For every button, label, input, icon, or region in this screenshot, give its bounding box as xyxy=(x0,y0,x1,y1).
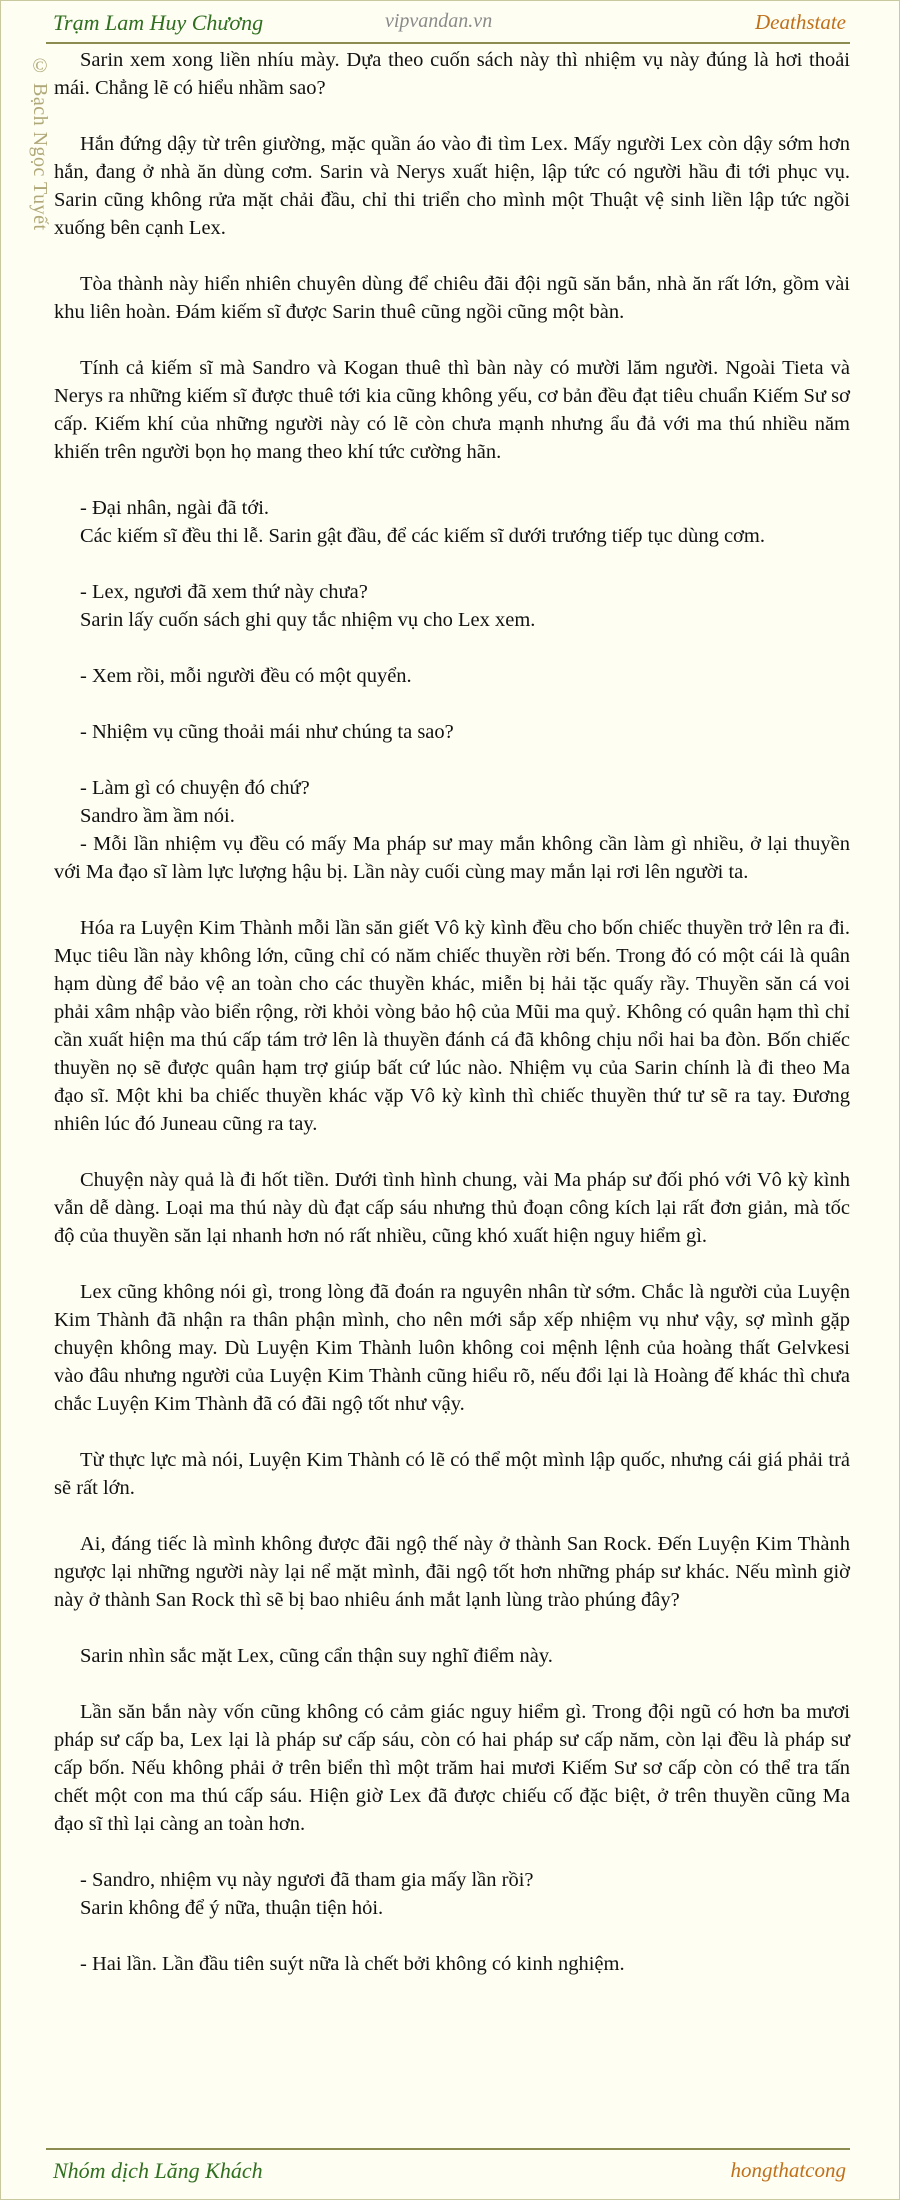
paragraph: Hóa ra Luyện Kim Thành mỗi lần săn giết Vô kỳ kình đều cho bốn chiếc thuyền trở lên ra đi. Mục tiêu lần này không lớn, cũng chỉ có năm chiếc thuyền rời bến. Trong đó có một cái là quân hạm dùng để bảo vệ an toàn cho các thuyền khác, miễn bị hải tặc quấy rầy. Thuyền săn cá voi phải xâm nhập vào biển rộng, rời khỏi vòng bảo hộ của Mũi ma quỷ. Không có quân hạm thì chỉ cần xuất hiện ma thú cấp tám trở lên là thuyền đánh cá đã không chịu nổi hai ba đòn. Bốn chiếc thuyền nọ sẽ được quân hạm trợ giúp bất cứ lúc nào. Nhiệm vụ của Sarin chính là đi theo Ma đạo sĩ. Một khi ba chiếc thuyền khác vặp Vô kỳ kình thì chiếc thuyền thứ tư sẽ ra tay. Đương nhiên lúc đó Juneau cũng ra tay. xyxy=(54,917,850,1135)
paragraph: Tòa thành này hiển nhiên chuyên dùng để chiêu đãi đội ngũ săn bắn, nhà ăn rất lớn, gồm vài khu liên hoàn. Đám kiếm sĩ được Sarin thuê cũng ngồi cũng một bàn. xyxy=(54,273,850,323)
paragraph: Ai, đáng tiếc là mình không được đãi ngộ thế này ở thành San Rock. Đến Luyện Kim Thành ngược lại những người này lại nể mặt mình, đãi ngộ tốt hơn những pháp sư khác. Nếu mình giờ này ở thành San Rock thì sẽ bị bao nhiêu ánh mắt lạnh lùng trào phúng đây? xyxy=(54,1533,850,1611)
dialogue-line: - Lex, ngươi đã xem thứ này chưa? xyxy=(80,581,368,603)
header-site-name: Trạm Lam Huy Chương xyxy=(53,10,264,35)
paragraph: Sarin nhìn sắc mặt Lex, cũng cẩn thận suy nghĩ điểm này. xyxy=(80,1645,553,1667)
paragraph: Lần săn bắn này vốn cũng không có cảm giác nguy hiểm gì. Trong đội ngũ có hơn ba mươi pháp sư cấp ba, Lex lại là pháp sư cấp sáu, còn có hai pháp sư cấp năm, còn lại đều là pháp sư cấp bốn. Nếu không phải ở trên biển thì một trăm hai mươi Kiếm Sư sơ cấp còn có thể tra tấn chết một con ma thú cấp sáu. Hiện giờ Lex đã được chiếu cố đặc biệt, ở trên thuyền cũng Ma đạo sĩ thì lại càng an toàn hơn. xyxy=(54,1701,850,1835)
dialogue-line: - Xem rồi, mỗi người đều có một quyển. xyxy=(80,665,412,687)
header-divider xyxy=(46,42,850,44)
header-website: vipvandan.vn xyxy=(385,10,493,32)
dialogue-line: - Đại nhân, ngài đã tới. xyxy=(80,497,270,519)
header-book-title: Deathstate xyxy=(755,10,846,34)
side-copyright-credit: © Bạch Ngọc Tuyết xyxy=(29,55,51,231)
paragraph: Các kiếm sĩ đều thi lễ. Sarin gật đầu, để các kiếm sĩ dưới trướng tiếp tục dùng cơm. xyxy=(80,525,765,547)
dialogue-line: - Mỗi lần nhiệm vụ đều có mấy Ma pháp sư may mắn không cần làm gì nhiều, ở lại thuyền với Ma đạo sĩ làm lực lượng hậu bị. Lần này cuối cùng may mắn lại rơi lên người ta. xyxy=(54,833,850,883)
dialogue-line: - Nhiệm vụ cũng thoải mái như chúng ta sao? xyxy=(80,721,454,743)
page-header xyxy=(0,0,900,48)
footer-divider xyxy=(46,2148,850,2150)
chapter-text xyxy=(54,46,850,1978)
paragraph: Sarin không để ý nữa, thuận tiện hỏi. xyxy=(80,1897,384,1919)
dialogue-line: - Hai lần. Lần đầu tiên suýt nữa là chết bởi không có kinh nghiệm. xyxy=(80,1953,625,1975)
dialogue-line: - Sandro, nhiệm vụ này ngươi đã tham gia mấy lần rồi? xyxy=(80,1869,534,1891)
paragraph: Tính cả kiếm sĩ mà Sandro và Kogan thuê thì bàn này có mười lăm người. Ngoài Tieta và Nerys ra những kiếm sĩ được thuê tới kia cũng không yếu, cơ bản đều đạt tiêu chuẩn Kiếm Sư sơ cấp. Kiếm khí của những người này có lẽ còn chưa mạnh nhưng ẩu đả với ma thú nhiều năm khiến trên người bọn họ mang theo khí tức cường hãn. xyxy=(54,357,850,463)
paragraph: Lex cũng không nói gì, trong lòng đã đoán ra nguyên nhân từ sớm. Chắc là người của Luyện Kim Thành đã nhận ra thân phận mình, cho nên mới sắp xếp nhiệm vụ như vậy, sợ mình gặp chuyện không may. Dù Luyện Kim Thành luôn không coi mệnh lệnh của hoàng thất Gelvkesi vào đâu nhưng người của Luyện Kim Thành cũng hiểu rõ, nếu đổi lại là Hoàng đế khác thì chưa chắc Luyện Kim Thành đã có đãi ngộ tốt như vậy. xyxy=(54,1281,850,1415)
paragraph: Sarin xem xong liền nhíu mày. Dựa theo cuốn sách này thì nhiệm vụ này đúng là hơi thoải mái. Chẳng lẽ có hiểu nhầm sao? xyxy=(54,49,850,99)
paragraph: Sarin lấy cuốn sách ghi quy tắc nhiệm vụ cho Lex xem. xyxy=(80,609,536,631)
paragraph: Từ thực lực mà nói, Luyện Kim Thành có lẽ có thể một mình lập quốc, nhưng cái giá phải trả sẽ rất lớn. xyxy=(54,1449,850,1499)
paragraph: Sandro ầm ầm nói. xyxy=(80,805,235,827)
dialogue-line: - Làm gì có chuyện đó chứ? xyxy=(80,777,310,799)
paragraph: Hắn đứng dậy từ trên giường, mặc quần áo vào đi tìm Lex. Mấy người Lex còn dậy sớm hơn hắn, đang ở nhà ăn dùng cơm. Sarin và Nerys xuất hiện, lập tức có người hầu đi tới phục vụ. Sarin cũng không rửa mặt chải đầu, chỉ thi triển cho mình một Thuật vệ sinh liền lập tức ngồi xuống bên cạnh Lex. xyxy=(54,133,850,239)
paragraph: Chuyện này quả là đi hốt tiền. Dưới tình hình chung, vài Ma pháp sư đối phó với Vô kỳ kình vẫn dễ dàng. Loại ma thú này dù đạt cấp sáu nhưng thủ đoạn công kích lại rất đơn giản, mà tốc độ của thuyền săn lại nhanh hơn nó rất nhiều, cũng khó xuất hiện nguy hiểm gì. xyxy=(54,1169,850,1247)
footer-credit: hongthatcong xyxy=(730,2158,846,2182)
footer-translator-group: Nhóm dịch Lăng Khách xyxy=(53,2158,263,2183)
